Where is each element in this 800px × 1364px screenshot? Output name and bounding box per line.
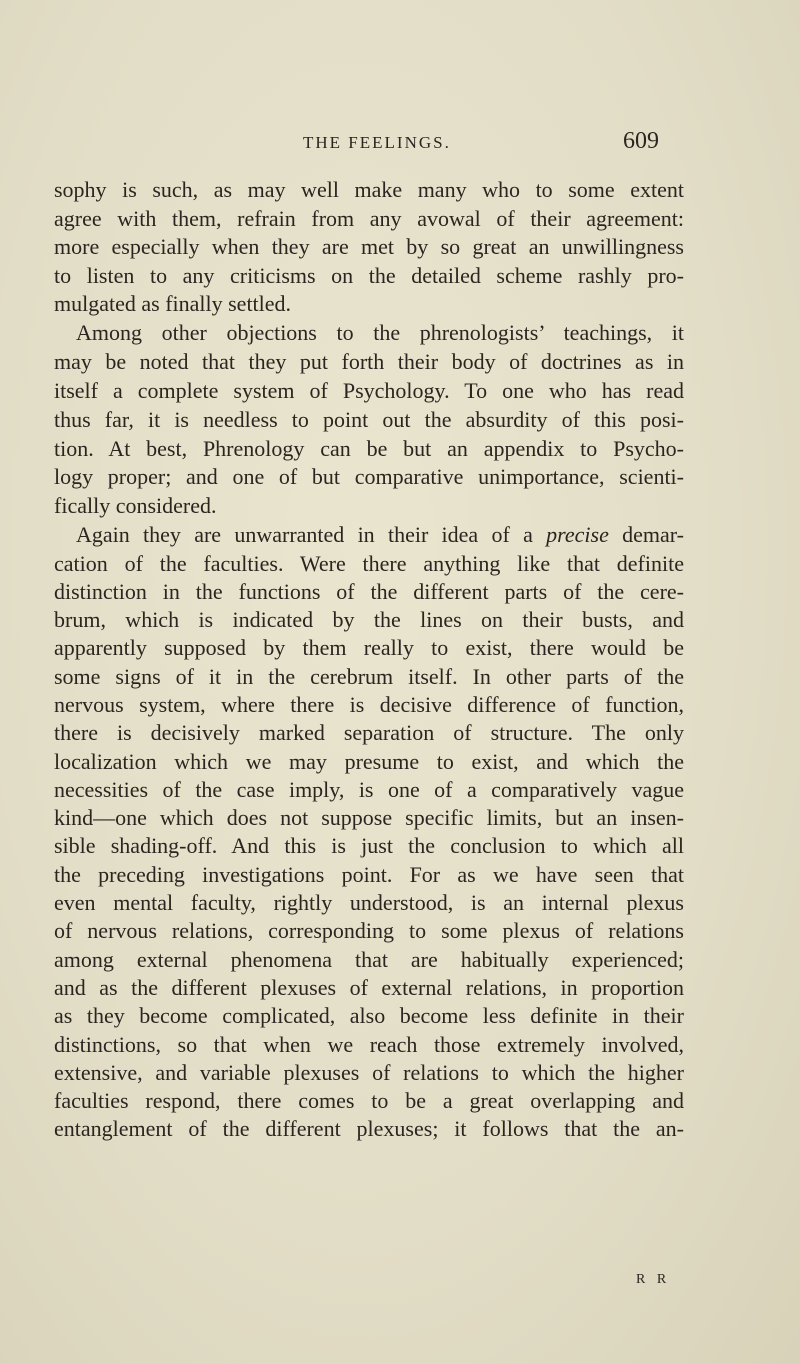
- text-line: of nervous relations, corresponding to some plexus of relations: [54, 918, 684, 944]
- text-line: may be noted that they put forth their body of doctrines as in: [54, 348, 684, 374]
- text-line: fically considered.: [54, 493, 217, 519]
- text-line: nervous system, where there is decisive difference of function,: [54, 691, 684, 717]
- text-line: as they become complicated, also become less definite in their: [54, 1003, 684, 1029]
- emphasis-precise: precise: [546, 522, 609, 548]
- text-line: Among other objections to the phrenologists’ teachings, it: [76, 319, 684, 345]
- text-line: sible shading-off. And this is just the conclusion to which all: [54, 833, 684, 859]
- paragraph-3: [54, 521, 684, 1144]
- text-line: more especially when they are met by so great an unwillingness: [54, 234, 684, 260]
- text-line: the preceding investigations point. For as we have seen that: [54, 861, 684, 887]
- body-text: [54, 176, 684, 1144]
- paragraph-1: [54, 176, 684, 319]
- text-line: distinctions, so that when we reach those extremely involved,: [54, 1031, 684, 1057]
- text-line: thus far, it is needless to point out the absurdity of this posi-: [54, 406, 684, 432]
- text-line: sophy is such, as may well make many who to some extent: [54, 177, 684, 202]
- page-header: [0, 128, 800, 165]
- text-line: entanglement of the different plexuses; it follows that the an-: [54, 1116, 684, 1142]
- text-line: brum, which is indicated by the lines on their busts, and: [54, 607, 684, 633]
- text-line: to listen to any criticisms on the detailed scheme rashly pro-: [54, 262, 684, 288]
- text-line: extensive, and variable plexuses of relations to which the higher: [54, 1059, 684, 1085]
- paragraph-2: [54, 319, 684, 521]
- text-fragment: Again they are unwarranted in their idea of a: [76, 522, 547, 548]
- signature-mark: R R: [636, 1272, 671, 1287]
- text-fragment: demar-: [608, 522, 684, 548]
- text-line-first: [54, 521, 684, 549]
- text-line: apparently supposed by them really to exist, there would be: [54, 635, 684, 661]
- text-line: localization which we may presume to exist, and which the: [54, 748, 684, 774]
- text-line: faculties respond, there comes to be a great overlapping and: [54, 1088, 684, 1114]
- text-line: among external phenomena that are habitually experienced;: [54, 946, 684, 972]
- text-line: there is decisively marked separation of structure. The only: [54, 720, 684, 746]
- text-line: and as the different plexuses of external relations, in proportion: [54, 974, 684, 1000]
- text-line: itself a complete system of Psychology. To one who has read: [54, 377, 684, 403]
- text-line: logy proper; and one of but comparative unimportance, scienti-: [54, 464, 684, 490]
- text-line: agree with them, refrain from any avowal of their agreement:: [54, 205, 684, 231]
- text-line: cation of the faculties. Were there anything like that definite: [54, 550, 684, 576]
- text-line: distinction in the functions of the different parts of the cere-: [54, 578, 684, 604]
- text-line: mulgated as finally settled.: [54, 291, 292, 317]
- running-head: THE FEELINGS.: [303, 133, 451, 152]
- text-line: necessities of the case imply, is one of a comparatively vague: [54, 776, 684, 802]
- page-number: 609: [623, 128, 659, 154]
- text-line: kind—one which does not suppose specific limits, but an insen-: [54, 805, 684, 831]
- text-line: even mental faculty, rightly understood, is an internal plexus: [54, 890, 684, 916]
- text-line: some signs of it in the cerebrum itself. In other parts of the: [54, 663, 684, 689]
- text-line: tion. At best, Phrenology can be but an appendix to Psycho-: [54, 435, 684, 461]
